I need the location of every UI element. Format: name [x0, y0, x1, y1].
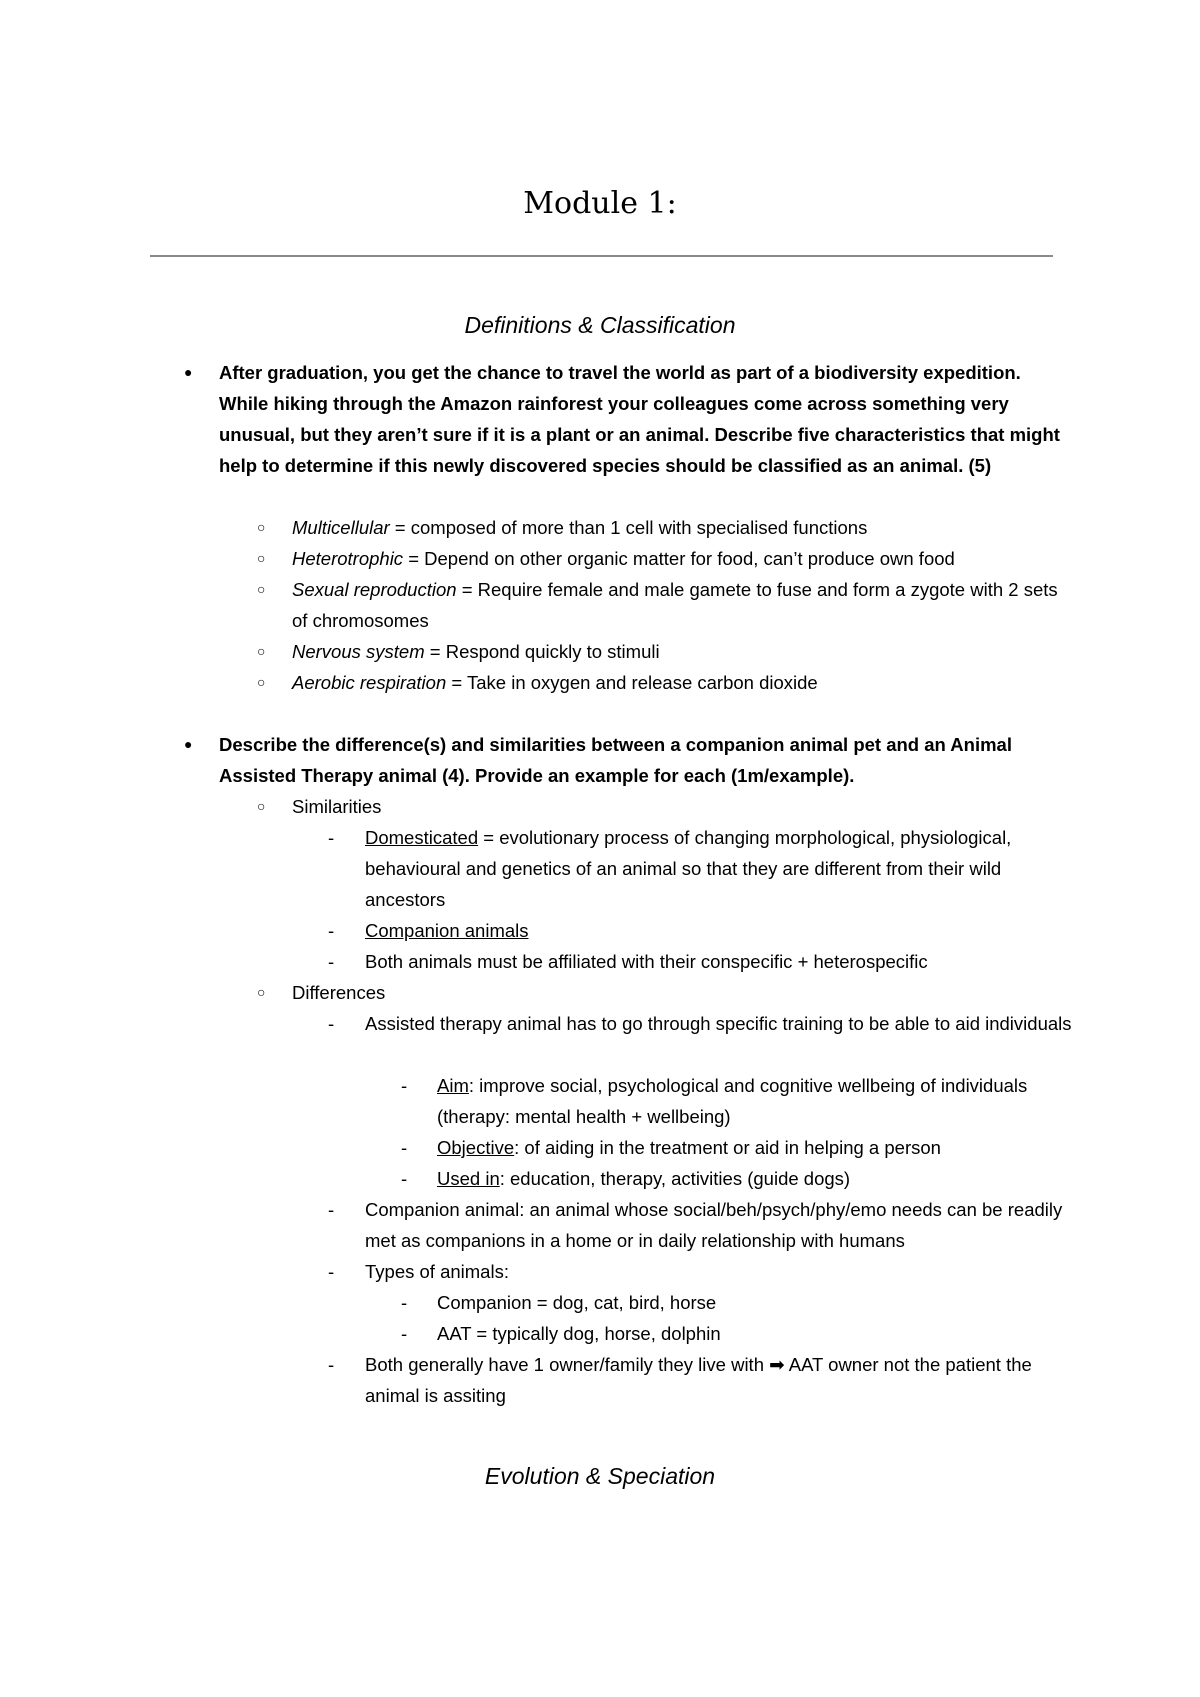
circle-bullet-icon: ○: [257, 643, 266, 659]
dash-icon: -: [328, 1354, 335, 1375]
definition: = Require female and male gamete to fuse and form a zygote with 2 sets of chromosomes: [292, 579, 1058, 631]
circle-bullet-icon: ○: [257, 674, 266, 690]
definition: = evolutionary process of changing morphological, physiological, behavioural and genetics of an animal so that they are different from their wild ancestors: [365, 827, 1012, 910]
term: Aim: [437, 1075, 469, 1096]
types-aat: AAT = typically dog, horse, dolphin: [437, 1323, 721, 1344]
types-text: Types of animals:: [365, 1261, 509, 1282]
circle-bullet-icon: ○: [257, 519, 266, 535]
definition: : education, therapy, activities (guide dogs): [499, 1168, 851, 1189]
circle-bullet-icon: ○: [257, 798, 266, 814]
definition: : of aiding in the treatment or aid in helping a person: [514, 1137, 941, 1158]
term: Nervous system: [292, 641, 425, 662]
definition: = Take in oxygen and release carbon dioxide: [446, 672, 818, 693]
dash-icon: -: [328, 951, 335, 972]
definition: = composed of more than 1 cell with specialised functions: [389, 517, 868, 538]
dash-icon: -: [401, 1137, 408, 1158]
circle-bullet-icon: ○: [257, 581, 266, 597]
term: Heterotrophic: [292, 548, 404, 569]
circle-bullet-icon: ○: [257, 984, 266, 1000]
dash-icon: -: [401, 1292, 408, 1313]
dash-icon: -: [328, 920, 335, 941]
companion-animals-text: Companion animals: [365, 920, 529, 941]
term: Domesticated: [365, 827, 479, 848]
section-heading-evolution: Evolution & Speciation: [484, 1463, 716, 1489]
dash-icon: -: [328, 1199, 335, 1220]
assisted-text: Assisted therapy animal has to go through specific training to be able to aid individuals: [365, 1013, 1072, 1034]
dash-icon: -: [328, 827, 335, 848]
differences-label: Differences: [292, 982, 386, 1003]
affiliated-text: Both animals must be affiliated with their conspecific + heterospecific: [365, 951, 928, 972]
term: Sexual reproduction: [292, 579, 457, 600]
term: Aerobic respiration: [292, 672, 447, 693]
section-heading-definitions: Definitions & Classification: [464, 312, 736, 338]
companion-definition: Companion animal: an animal whose social/beh/psych/phy/emo needs can be readily met as companions in a home or in daily relationship with humans: [365, 1199, 1063, 1251]
circle-bullet-icon: ○: [257, 550, 266, 566]
dash-icon: -: [328, 1261, 335, 1282]
types-companion: Companion = dog, cat, bird, horse: [437, 1292, 717, 1313]
dash-icon: -: [401, 1323, 408, 1344]
dash-icon: -: [328, 1013, 335, 1034]
term: Multicellular: [292, 517, 390, 538]
bullet-icon: ●: [184, 736, 193, 752]
title-divider: [150, 255, 1053, 257]
dash-icon: -: [401, 1075, 408, 1096]
definition: = Depend on other organic matter for food, can’t produce own food: [403, 548, 955, 569]
definition: = Respond quickly to stimuli: [424, 641, 660, 662]
question-2-text: Describe the difference(s) and similarities between a companion animal pet and an Animal Assisted Therapy animal (4). Provide an example for each (1m/example).: [219, 734, 1012, 786]
term: Objective: [437, 1137, 515, 1158]
term: Used in: [437, 1168, 500, 1189]
similarities-label: Similarities: [292, 796, 382, 817]
question-1-text: After graduation, you get the chance to travel the world as part of a biodiversity expedition. While hiking through the Amazon rainforest your colleagues come across something very unusual, but they aren’t sure if it is a plant or an animal. Describe five characteristics that might help to determine if this newly discovered species should be classified as an animal. (5): [219, 362, 1060, 476]
dash-icon: -: [401, 1168, 408, 1189]
owner-text: Both generally have 1 owner/family they live with ➡ AAT owner not the patient the animal is assiting: [365, 1354, 1032, 1406]
page-title: Module 1:: [523, 186, 677, 221]
definition: : improve social, psychological and cognitive wellbeing of individuals (therapy: mental health + wellbeing): [437, 1075, 1028, 1127]
bullet-icon: ●: [184, 364, 193, 380]
